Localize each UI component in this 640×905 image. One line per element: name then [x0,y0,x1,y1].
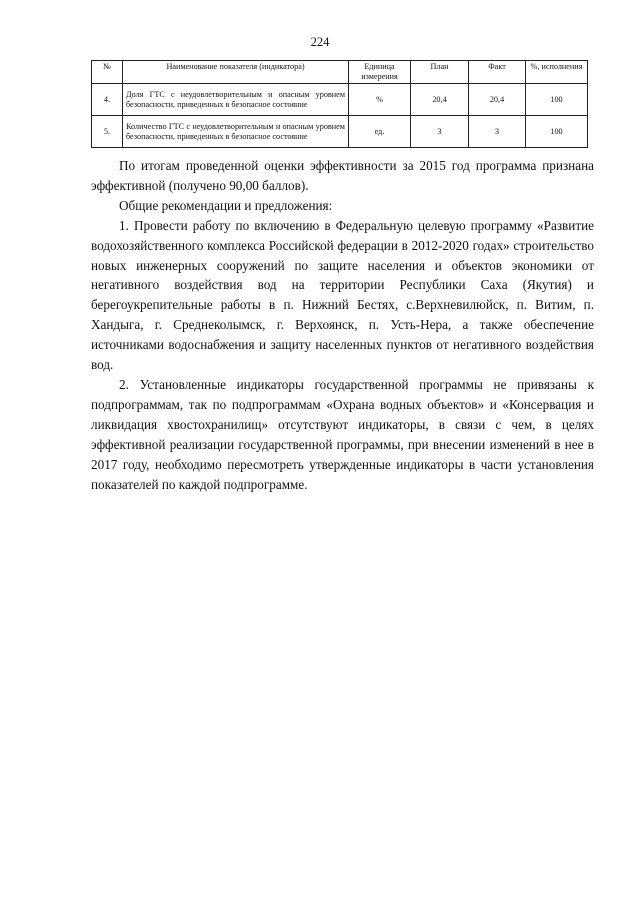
document-body [91,156,594,494]
header-number: № [92,61,123,84]
row-percent: 100 [526,116,588,148]
header-percent: %, исполнения [526,61,588,84]
row-unit: % [349,84,411,116]
recommendations-heading: Общие рекомендации и предложения: [119,197,333,213]
header-fact: Факт [469,61,526,84]
header-unit: Единица измерения [349,61,411,84]
row-plan: 20,4 [411,84,469,116]
page-number: 224 [310,35,330,49]
indicators-table [91,60,588,148]
row-unit: ед. [349,116,411,148]
row-plan: 3 [411,116,469,148]
table-row [92,116,588,148]
header-indicator-name: Наименование показателя (индикатора) [123,61,349,84]
recommendation-1-paragraph: 1. Провести работу по включению в Федеральную целевую программу «Развитие водохозяйственного комплекса Российской федерации в 2012-2020 годах» строительство новых инженерных сооружений по защите населения и объектов экономики от негативного воздействия вод на территории Республики Саха (Якутия) и берегоукрепительные работы в п. Нижний Бестях, с.Верхневилюйск, п. Витим, п. Хандыга, г. Среднеколымск, г. Верхоянск, п. Усть-Нера, а также обеспечение источниками водоснабжения и защиту населенных пунктов от негативного воздействия вод. [91,217,594,373]
row-indicator-name: Количество ГТС с неудовлетворительным и опасным уровнем безопасности, приведенных в безопасное состояние [123,116,349,148]
recommendation-2-paragraph: 2. Установленные индикаторы государственной программы не привязаны к подпрограммам, так по подпрограммам «Охрана водных объектов» и «Консервация и ликвидация хвостохранилищ» отсутствуют индикаторы, в связи с чем, в целях эффективной реализации государственной программы, при внесении изменений в нее в 2017 году, необходимо пересмотреть утвержденные индикаторы в части установления показателей по каждой подпрограмме. [91,376,594,492]
evaluation-result-paragraph: По итогам проведенной оценки эффективности за 2015 год программа признана эффективной (получено 90,00 баллов). [91,158,594,193]
row-indicator-name: Доля ГТС с неудовлетворительным и опасным уровнем безопасности, приведенных в безопасное состояние [123,84,349,116]
header-plan: План [411,61,469,84]
row-percent: 100 [526,84,588,116]
row-fact: 3 [469,116,526,148]
table-row [92,84,588,116]
row-number: 5. [92,116,123,148]
table-header-row [92,61,588,84]
row-fact: 20,4 [469,84,526,116]
row-number: 4. [92,84,123,116]
